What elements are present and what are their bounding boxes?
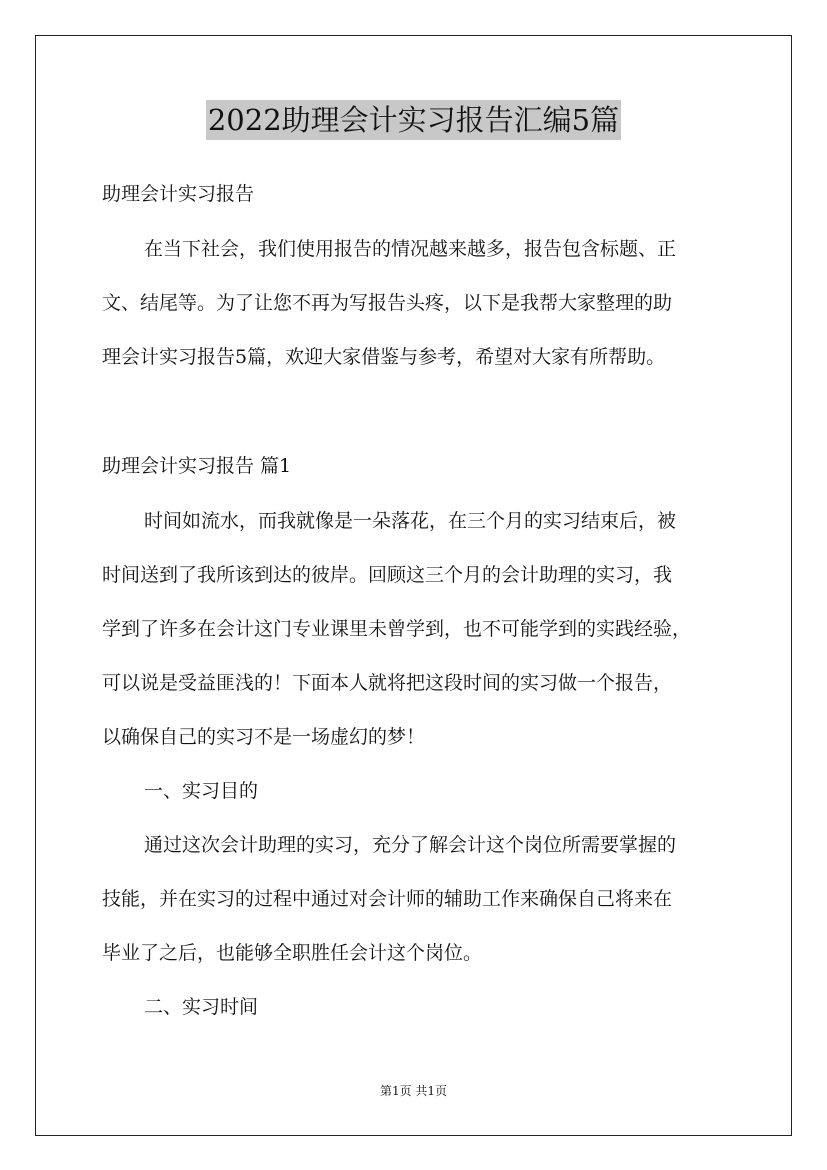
intro-line-2: 文、结尾等。为了让您不再为写报告头疼，以下是我帮大家整理的助 xyxy=(102,292,673,314)
section-body-line-5: 以确保自己的实习不是一场虚幻的梦！ xyxy=(102,726,426,748)
section-body-line-4: 可以说是受益匪浅的！下面本人就将把这段时间的实习做一个报告， xyxy=(102,672,673,694)
purpose-body-line-1: 通过这次会计助理的实习，充分了解会计这个岗位所需要掌握的 xyxy=(144,834,677,856)
section-body-line-2: 时间送到了我所该到达的彼岸。回顾这三个月的会计助理的实习，我 xyxy=(102,564,673,586)
intro-line-1: 在当下社会，我们使用报告的情况越来越多，报告包含标题、正 xyxy=(144,238,677,260)
subtitle: 助理会计实习报告 xyxy=(102,183,255,205)
purpose-body-line-2: 技能，并在实习的过程中通过对会计师的辅助工作来确保自己将来在 xyxy=(102,888,673,910)
time-heading: 二、实习时间 xyxy=(144,996,259,1018)
purpose-body-line-3: 毕业了之后，也能够全职胜任会计这个岗位。 xyxy=(102,942,483,964)
section-heading: 助理会计实习报告 篇1 xyxy=(102,455,292,477)
title-wrap xyxy=(0,100,827,140)
page-footer: 第1页 共1页 xyxy=(379,1084,448,1098)
document-title: 2022助理会计实习报告汇编5篇 xyxy=(206,100,621,140)
section-body-line-3: 学到了许多在会计这门专业课里未曾学到，也不可能学到的实践经验， xyxy=(102,618,692,640)
intro-line-3: 理会计实习报告5篇，欢迎大家借鉴与参考，希望对大家有所帮助。 xyxy=(102,346,666,368)
section-body-line-1: 时间如流水，而我就像是一朵落花，在三个月的实习结束后，被 xyxy=(144,510,677,532)
purpose-heading: 一、实习目的 xyxy=(144,780,259,802)
